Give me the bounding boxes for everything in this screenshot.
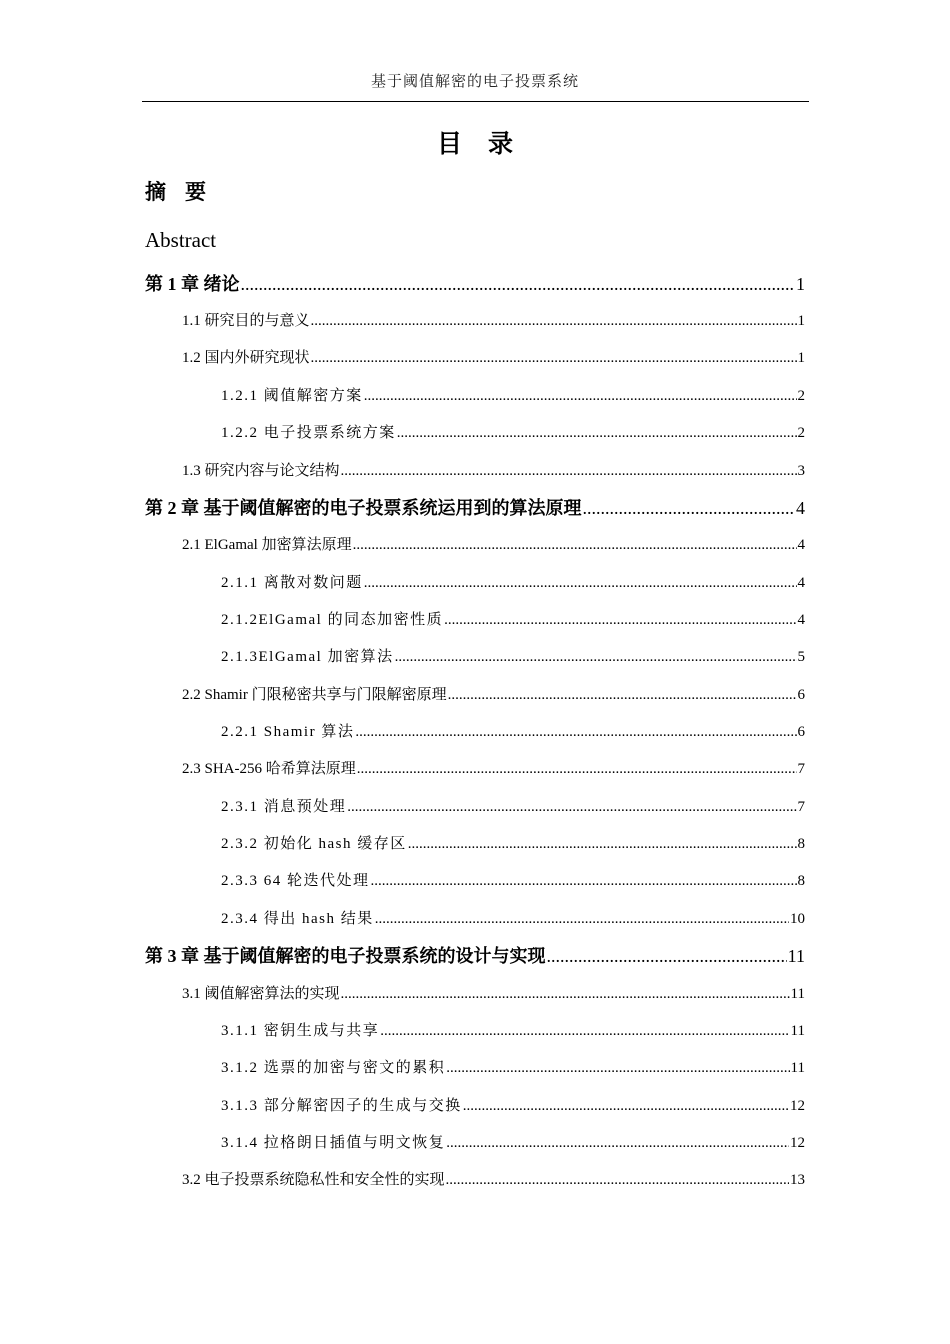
- toc-entry-1-2[interactable]: [182, 346, 805, 370]
- toc-entry-label: 2.1.1 离散对数问题: [221, 575, 363, 591]
- toc-entry-page: 11: [790, 1060, 805, 1076]
- toc-entry-label: 3.1.2 选票的加密与密文的累积: [221, 1060, 446, 1076]
- toc-entry-abstract-en[interactable]: Abstract: [145, 228, 217, 252]
- toc-entry-page: 4: [797, 537, 805, 553]
- toc-entry-3-1-1[interactable]: [221, 1019, 805, 1043]
- toc-entry-label: 1.2 国内外研究现状: [182, 350, 310, 366]
- toc-entry-label: 第 2 章 基于阈值解密的电子投票系统运用到的算法原理: [145, 498, 582, 518]
- toc-entry-page: 3: [797, 463, 805, 479]
- toc-entry-label: 2.2.1 Shamir 算法: [221, 724, 355, 740]
- dot-leader: [364, 384, 797, 408]
- toc-entry-chapter-1[interactable]: [145, 272, 805, 296]
- toc-entry-abstract-cn[interactable]: 摘要: [145, 180, 225, 204]
- dot-leader: [357, 757, 797, 781]
- toc-title: 目录: [436, 131, 539, 158]
- dot-leader: [408, 832, 797, 856]
- toc-entry-label: 第 3 章 基于阈值解密的电子投票系统的设计与实现: [145, 946, 546, 966]
- toc-entry-page: 7: [797, 799, 805, 815]
- toc-entry-page: 6: [797, 724, 805, 740]
- toc-entry-3-1-2[interactable]: [221, 1056, 805, 1080]
- dot-leader: [395, 645, 797, 669]
- dot-leader: [347, 795, 796, 819]
- dot-leader: [446, 1056, 789, 1080]
- toc-entry-2-2[interactable]: [182, 683, 805, 707]
- dot-leader: [444, 608, 796, 632]
- toc-entry-page: 4: [797, 575, 805, 591]
- toc-entry-page: 1: [797, 350, 805, 366]
- toc-entry-label: 3.1.1 密钥生成与共享: [221, 1023, 380, 1039]
- toc-entry-2-2-1[interactable]: [221, 720, 805, 744]
- dot-leader: [380, 1019, 789, 1043]
- toc-entry-label: 2.3.2 初始化 hash 缓存区: [221, 836, 407, 852]
- toc-entry-1-3[interactable]: [182, 459, 805, 483]
- toc-entry-page: 1: [796, 274, 805, 294]
- toc-entry-3-1-3[interactable]: [221, 1094, 805, 1118]
- toc-entry-page: 11: [787, 946, 805, 966]
- toc-entry-label: 2.3.1 消息预处理: [221, 799, 347, 815]
- dot-leader: [397, 421, 797, 445]
- toc-entry-label: 1.2.2 电子投票系统方案: [221, 425, 396, 441]
- toc-entry-2-3-2[interactable]: [221, 832, 805, 856]
- dot-leader: [241, 272, 796, 296]
- toc-entry-page: 11: [790, 986, 805, 1002]
- toc-entry-page: 2: [797, 388, 805, 404]
- toc-entry-2-3-3[interactable]: [221, 869, 805, 893]
- toc-entry-label: 2.2 Shamir 门限秘密共享与门限解密原理: [182, 687, 447, 703]
- dot-leader: [371, 869, 797, 893]
- toc-entry-1-2-2[interactable]: [221, 421, 805, 445]
- toc-entry-2-1[interactable]: [182, 533, 805, 557]
- dot-leader: [364, 571, 797, 595]
- toc-entry-chapter-2[interactable]: [145, 496, 805, 520]
- dot-leader: [311, 309, 797, 333]
- dot-leader: [463, 1094, 789, 1118]
- toc-entry-label: 3.2 电子投票系统隐私性和安全性的实现: [182, 1172, 445, 1188]
- toc-entry-3-1[interactable]: [182, 982, 805, 1006]
- toc-entry-label: 2.1.2ElGamal 的同态加密性质: [221, 612, 444, 628]
- toc-entry-page: 5: [797, 649, 805, 665]
- toc-entry-label: 3.1.3 部分解密因子的生成与交换: [221, 1098, 462, 1114]
- header-rule: [142, 101, 809, 102]
- dot-leader: [547, 944, 787, 968]
- toc-entry-2-1-3[interactable]: [221, 645, 805, 669]
- toc-entry-2-3-1[interactable]: [221, 795, 805, 819]
- toc-entry-page: 10: [790, 911, 805, 927]
- dot-leader: [446, 1131, 789, 1155]
- toc-entry-label: 2.1 ElGamal 加密算法原理: [182, 537, 352, 553]
- toc-entry-label: 2.3.4 得出 hash 结果: [221, 911, 374, 927]
- toc-entry-2-3[interactable]: [182, 757, 805, 781]
- toc-entry-2-3-4[interactable]: [221, 907, 805, 931]
- toc-entry-label: 1.3 研究内容与论文结构: [182, 463, 340, 479]
- toc-entry-label: 3.1.4 拉格朗日插值与明文恢复: [221, 1135, 446, 1151]
- dot-leader: [446, 1168, 789, 1192]
- toc-entry-label: 2.3.3 64 轮迭代处理: [221, 873, 370, 889]
- toc-entry-label: 3.1 阈值解密算法的实现: [182, 986, 340, 1002]
- toc-entry-page: 1: [797, 313, 805, 329]
- toc-entry-label: 2.1.3ElGamal 加密算法: [221, 649, 394, 665]
- toc-entry-page: 12: [790, 1135, 805, 1151]
- toc-entry-label: 第 1 章 绪论: [145, 274, 240, 294]
- toc-entry-2-1-1[interactable]: [221, 571, 805, 595]
- toc-entry-3-1-4[interactable]: [221, 1131, 805, 1155]
- toc-entry-page: 4: [796, 498, 805, 518]
- dot-leader: [375, 907, 789, 931]
- toc-entry-3-2[interactable]: [182, 1168, 805, 1192]
- toc-entry-chapter-3[interactable]: [145, 944, 805, 968]
- toc-entry-page: 8: [797, 873, 805, 889]
- dot-leader: [353, 533, 797, 557]
- toc-entry-page: 13: [790, 1172, 805, 1188]
- toc-entry-2-1-2[interactable]: [221, 608, 805, 632]
- toc-entry-page: 7: [797, 761, 805, 777]
- running-header: 基于阈值解密的电子投票系统: [370, 74, 579, 90]
- dot-leader: [583, 496, 796, 520]
- toc-entry-label: 1.2.1 阈值解密方案: [221, 388, 363, 404]
- toc-entry-page: 11: [790, 1023, 805, 1039]
- dot-leader: [311, 346, 797, 370]
- toc-entry-page: 6: [797, 687, 805, 703]
- dot-leader: [341, 982, 790, 1006]
- toc-entry-page: 12: [790, 1098, 805, 1114]
- toc-entry-1-1[interactable]: [182, 309, 805, 333]
- toc-entry-1-2-1[interactable]: [221, 384, 805, 408]
- dot-leader: [355, 720, 796, 744]
- dot-leader: [341, 459, 797, 483]
- toc-entry-page: 4: [797, 612, 805, 628]
- toc-entry-page: 8: [797, 836, 805, 852]
- dot-leader: [448, 683, 797, 707]
- toc-entry-page: 2: [797, 425, 805, 441]
- toc-entry-label: 2.3 SHA-256 哈希算法原理: [182, 761, 356, 777]
- toc-entry-label: 1.1 研究目的与意义: [182, 313, 310, 329]
